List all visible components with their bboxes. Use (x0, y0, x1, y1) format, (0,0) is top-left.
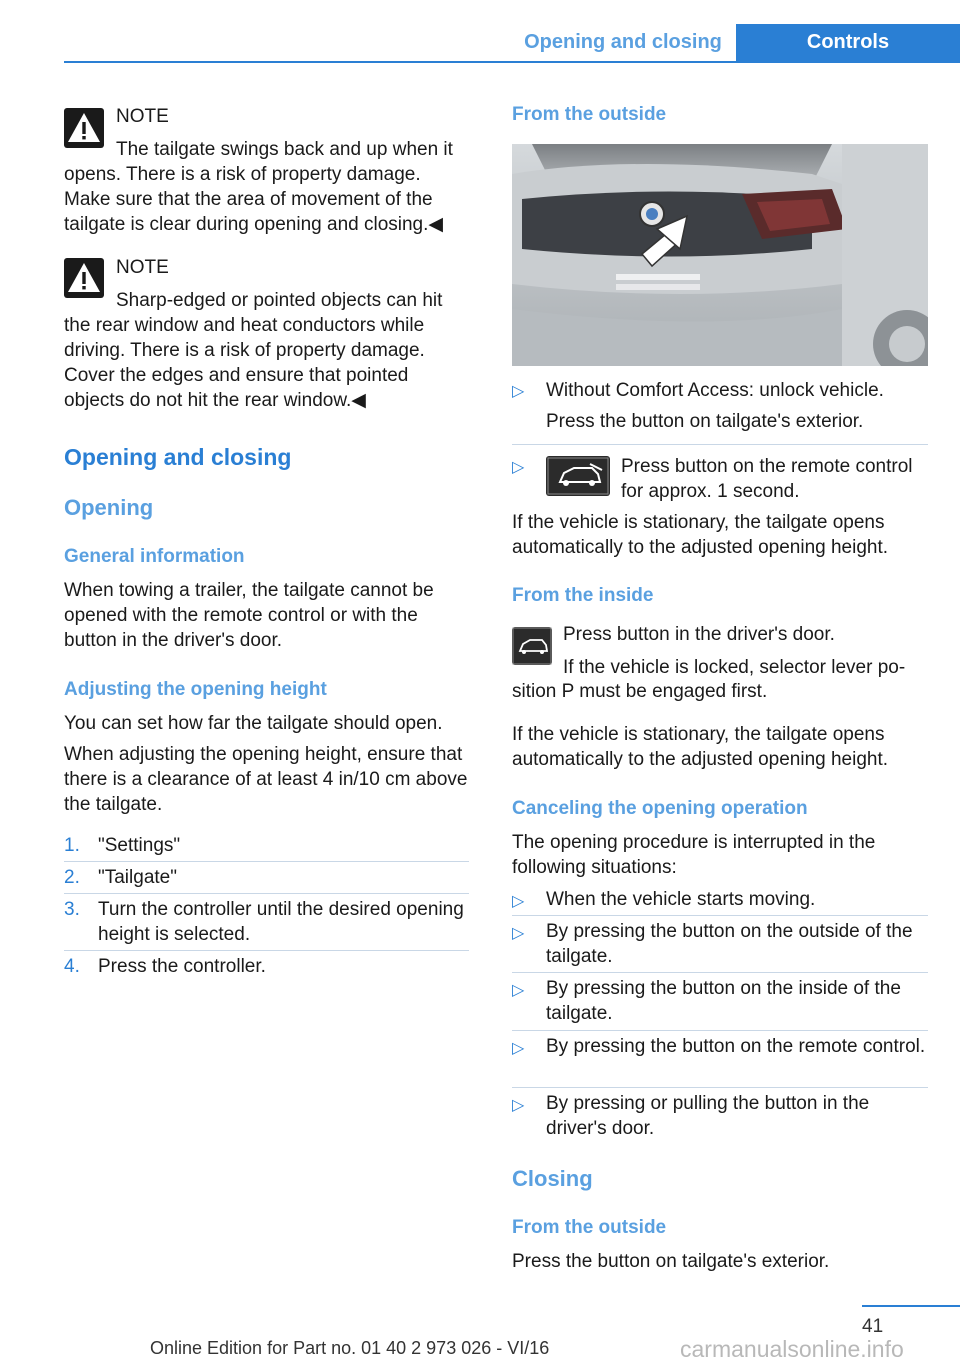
triangle-bullet-icon: ▷ (512, 459, 525, 476)
divider (512, 915, 928, 916)
tailgate-car-image (512, 144, 928, 366)
inside-text-2-first-line: If the vehicle is locked, selector lever po- (563, 657, 906, 678)
warning-triangle-icon (64, 108, 104, 148)
divider (512, 1030, 928, 1031)
cancel-item: By pressing the button on the remote control. (546, 1036, 926, 1057)
step-number: 1. (64, 835, 80, 856)
heading-opening: Opening (64, 495, 154, 520)
divider (512, 1087, 928, 1088)
header-chapter-tab[interactable]: Controls (736, 24, 960, 61)
step-number: 3. (64, 899, 80, 920)
note-1-label: NOTE (116, 106, 169, 127)
inside-text-1: Press button in the driver's door. (563, 624, 835, 645)
header-section-tab[interactable]: Opening and closing (524, 31, 722, 53)
triangle-bullet-icon: ▷ (512, 925, 525, 942)
footer-edition: Online Edition for Part no. 01 40 2 973 026 - VI/16 (150, 1338, 550, 1358)
triangle-bullet-icon: ▷ (512, 1040, 525, 1057)
heading-closing: Closing (512, 1166, 593, 1191)
watermark: carmanualsonline.info (680, 1336, 904, 1362)
closing-text: Press the button on tailgate's exterior. (512, 1251, 830, 1272)
stationary-text-2: If the vehicle is stationary, the tailgate opens automatically to the adjusted opening height. (512, 724, 889, 770)
note-1-first-line: The tailgate swings back and up when it (116, 139, 453, 160)
triangle-bullet-icon: ▷ (512, 893, 525, 910)
bullet-1-title: Without Comfort Access: unlock vehicle. (546, 380, 884, 401)
step-number: 2. (64, 867, 80, 888)
heading-from-the-inside: From the inside (512, 585, 654, 606)
triangle-bullet-icon: ▷ (512, 982, 525, 999)
step-text: "Settings" (98, 835, 181, 856)
heading-from-the-outside-closing: From the outside (512, 1217, 667, 1238)
cancel-item: By pressing or pulling the button in the driver's door. (546, 1093, 870, 1139)
note-1-text: opens. There is a risk of property damage. Make sure that the area of movement of the tailgate is clear during opening and closing.◀ (64, 164, 444, 235)
driver-door-button-icon (512, 627, 552, 665)
tailgate-photo (512, 144, 928, 366)
note-2-first-line: Sharp-edged or pointed objects can hit (116, 290, 443, 311)
inside-text-2: sition P must be engaged first. (512, 681, 768, 702)
adjusting-text-2: When adjusting the opening height, ensure that there is a clearance of at least 4 in/10 cm above the tailgate. (64, 744, 468, 815)
bullet-1-sub: Press the button on tailgate's exterior. (546, 411, 864, 432)
divider (512, 972, 928, 973)
footer-rule (862, 1305, 960, 1307)
general-information-text: When towing a trailer, the tailgate cannot be opened with the remote control or with the button in the driver's door. (64, 580, 434, 651)
bullet-2-text: Press button on the remote control for approx. 1 second. (621, 456, 913, 502)
divider (64, 950, 469, 951)
warning-triangle-icon (64, 258, 104, 298)
step-text: Turn the controller until the desired opening height is selected. (98, 899, 464, 945)
divider (64, 861, 469, 862)
triangle-bullet-icon: ▷ (512, 1097, 525, 1114)
step-number: 4. (64, 956, 80, 977)
note-2-label: NOTE (116, 257, 169, 278)
canceling-text: The opening procedure is interrupted in the following situations: (512, 832, 876, 878)
divider (512, 444, 928, 445)
heading-from-the-outside: From the outside (512, 104, 667, 125)
divider (64, 893, 469, 894)
triangle-bullet-icon: ▷ (512, 383, 525, 400)
cancel-item: By pressing the button on the outside of the tailgate. (546, 921, 913, 967)
step-text: "Tailgate" (98, 867, 177, 888)
heading-adjusting-opening-height: Adjusting the opening height (64, 679, 327, 700)
heading-canceling-opening: Canceling the opening operation (512, 798, 808, 819)
adjusting-text-1: You can set how far the tailgate should open. (64, 713, 443, 734)
stationary-text-1: If the vehicle is stationary, the tailgate opens automatically to the adjusted opening height. (512, 512, 889, 558)
cancel-item: When the vehicle starts moving. (546, 889, 816, 910)
note-2-text: the rear window and heat conductors while driving. There is a risk of property damage. Cover the edges and ensure that pointed objects do not hit the rear window.◀ (64, 315, 425, 411)
page-number: 41 (862, 1316, 884, 1337)
step-text: Press the controller. (98, 956, 266, 977)
header-rule (64, 61, 960, 63)
heading-opening-and-closing: Opening and closing (64, 444, 292, 470)
heading-general-information: General information (64, 546, 245, 567)
cancel-item: By pressing the button on the inside of the tailgate. (546, 978, 901, 1024)
tailgate-button-icon (546, 456, 610, 496)
